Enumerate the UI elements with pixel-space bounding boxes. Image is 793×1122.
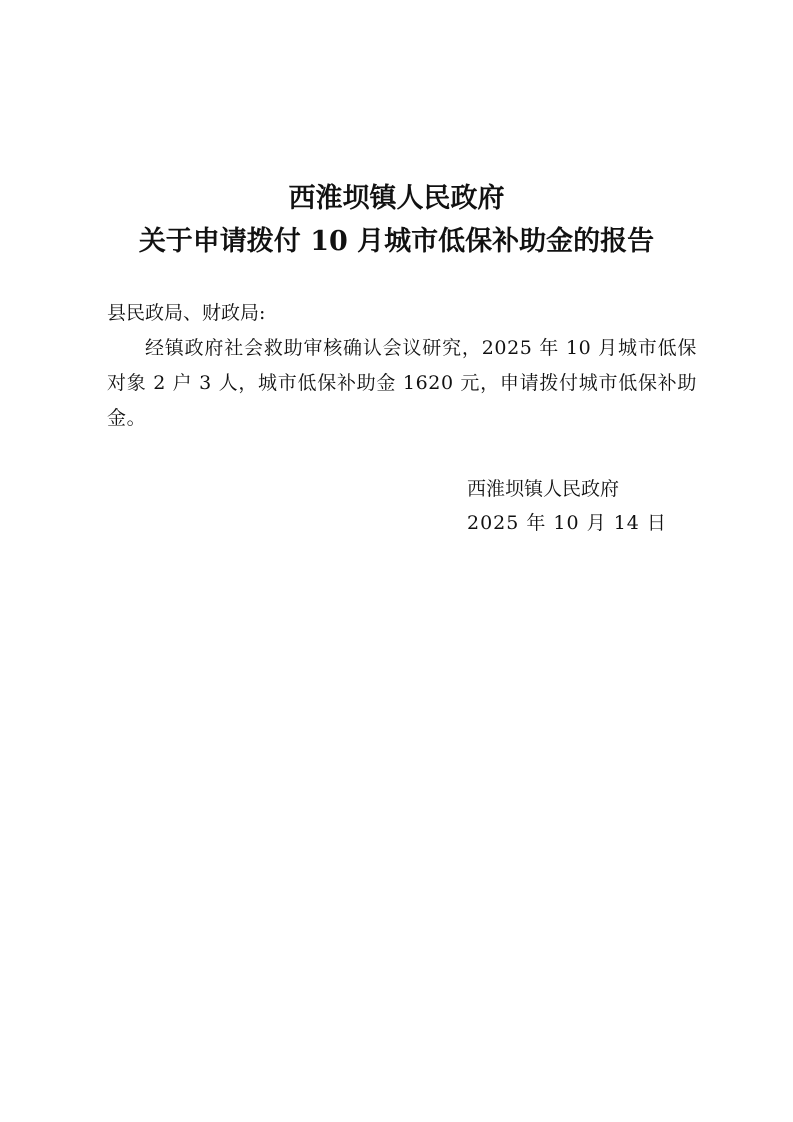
- body-paragraph: 经镇政府社会救助审核确认会议研究，2025 年 10 月城市低保对象 2 户 3 人，城市低保补助金 1620 元，申请拨付城市低保补助金。: [107, 337, 697, 429]
- document-title-line-1: 西淮坝镇人民政府: [288, 183, 505, 214]
- signer: 西淮坝镇人民政府: [467, 478, 620, 500]
- signature-date: 2025 年 10 月 14 日: [467, 512, 667, 534]
- document-title-line-2: 关于申请拨付 10 月城市低保补助金的报告: [138, 226, 655, 257]
- addressee: 县民政局、财政局:: [107, 302, 266, 324]
